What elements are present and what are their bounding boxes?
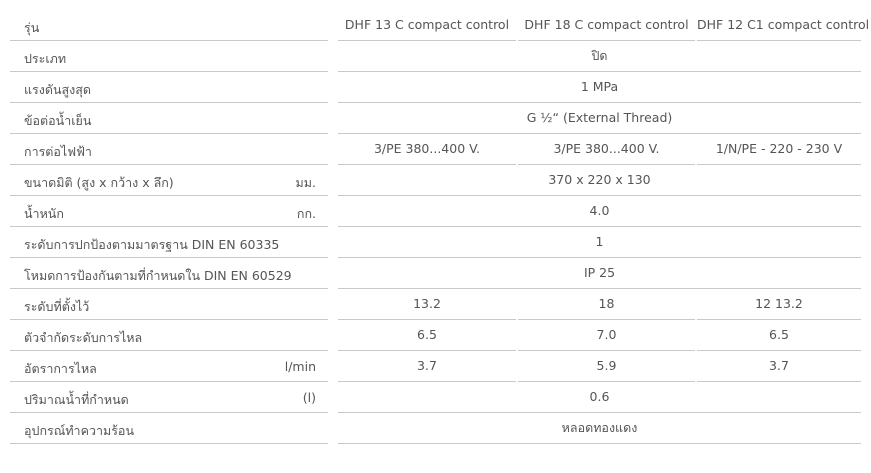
table-row-electrical-connection [10, 134, 861, 165]
row-unit: มม. [295, 175, 316, 190]
value-cell: 7.0 [518, 320, 695, 351]
row-unit: l/min [284, 359, 316, 374]
row-label: ข้อต่อน้ำเย็น [24, 113, 92, 128]
value-cell: 370 x 220 x 130 [338, 165, 861, 196]
row-label-cell [10, 10, 328, 41]
row-label: โหมดการป้องกันตามที่กำหนดใน DIN EN 60529 [24, 268, 292, 283]
table-row-weight [10, 196, 861, 227]
row-label: ระดับที่ตั้งไว้ [24, 299, 90, 314]
value-cell: 13.2 [338, 289, 516, 320]
value-cell: 4.0 [338, 196, 861, 227]
row-label: อัตราการไหล [24, 361, 97, 376]
row-unit: (l) [302, 390, 316, 405]
value-cell: 1 MPa [338, 72, 861, 103]
table-row-max-pressure [10, 72, 861, 103]
table-row-flow-limiter [10, 320, 861, 351]
value-cell: 12 13.2 [697, 289, 861, 320]
row-label: อุปกรณ์ทำความร้อน [24, 423, 134, 438]
spec-table [10, 10, 870, 444]
row-label: น้ำหนัก [24, 206, 64, 221]
value-cell: 18 [518, 289, 695, 320]
row-label: ประเภท [24, 51, 67, 66]
value-cell: 3/PE 380...400 V. [518, 134, 695, 165]
header-row [10, 10, 870, 41]
value-cell: 3/PE 380...400 V. [338, 134, 516, 165]
row-label: ระดับการปกป้องตามมาตรฐาน DIN EN 60335 [24, 237, 280, 252]
value-cell: 3.7 [697, 351, 861, 382]
value-cell: 6.5 [338, 320, 516, 351]
table-row-dimensions [10, 165, 861, 196]
table-row-heating-element [10, 413, 861, 444]
value-cell: 1/N/PE - 220 - 230 V [697, 134, 861, 165]
value-cell: หลอดทองแดง [338, 413, 861, 444]
row-label: ตัวจำกัดระดับการไหล [24, 330, 143, 345]
model-name-1: DHF 13 C compact control [338, 10, 516, 41]
model-header-label: รุ่น [24, 20, 40, 35]
table-row-rated-level [10, 289, 861, 320]
table-row-type [10, 41, 861, 72]
value-cell: 5.9 [518, 351, 695, 382]
table-row-rated-volume [10, 382, 861, 413]
table-row-protection-class [10, 227, 861, 258]
row-unit: กก. [296, 206, 316, 221]
table-row-flow-rate [10, 351, 861, 382]
row-label: แรงดันสูงสุด [24, 82, 92, 97]
value-cell: 3.7 [338, 351, 516, 382]
value-cell: ปิด [338, 41, 861, 72]
value-cell: G ½“ (External Thread) [338, 103, 861, 134]
value-cell: IP 25 [338, 258, 861, 289]
value-cell: 1 [338, 227, 861, 258]
table-row-cold-water-connection [10, 103, 861, 134]
row-label: ขนาดมิติ (สูง x กว้าง x ลึก) [24, 175, 174, 190]
value-cell: 0.6 [338, 382, 861, 413]
model-name-2: DHF 18 C compact control [518, 10, 695, 41]
model-name-3: DHF 12 C1 compact control [697, 10, 861, 41]
table-row-ip-rating [10, 258, 861, 289]
value-cell: 6.5 [697, 320, 861, 351]
row-label: ปริมาณน้ำที่กำหนด [24, 392, 129, 407]
row-label: การต่อไฟฟ้า [24, 144, 92, 159]
